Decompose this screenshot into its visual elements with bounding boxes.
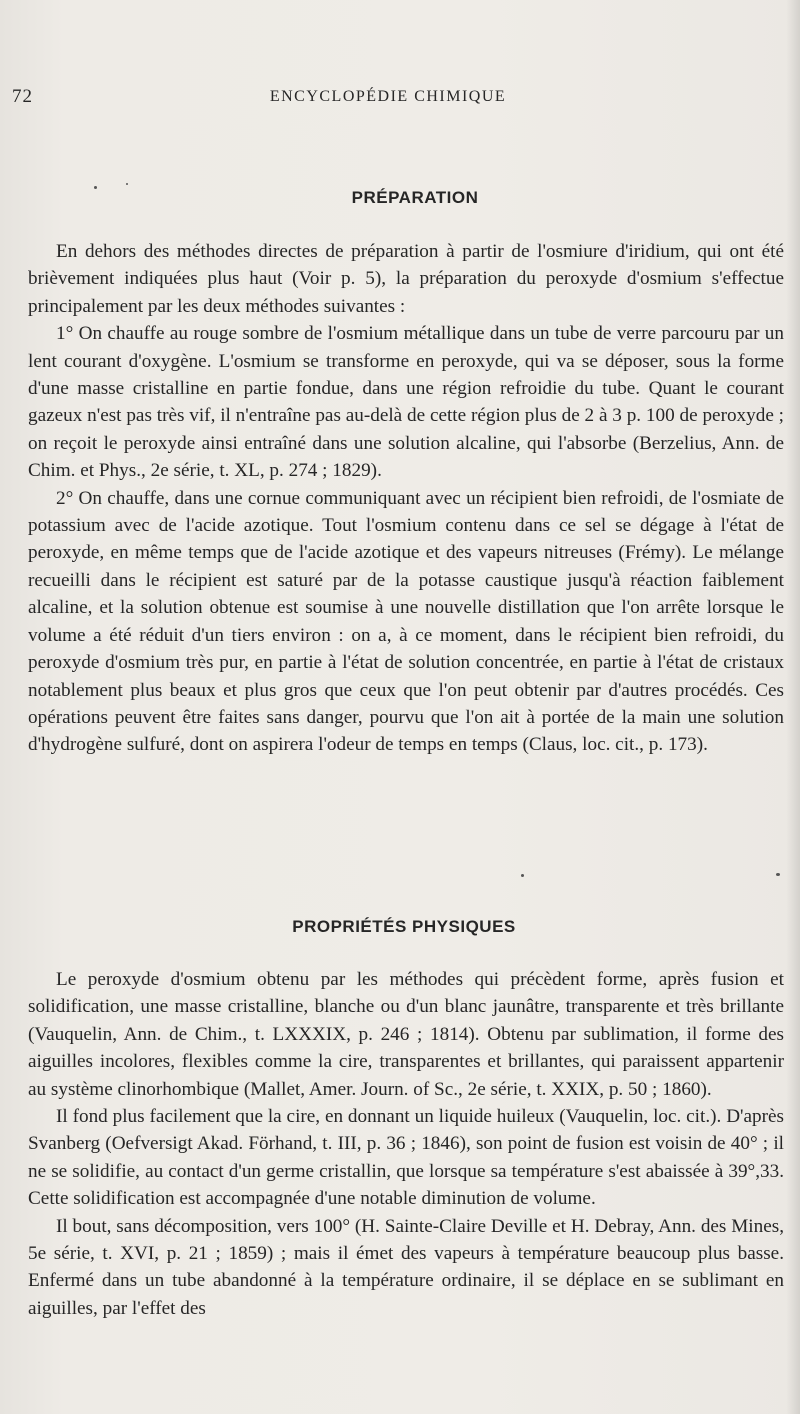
section-heading-proprietes-physiques: PROPRIÉTÉS PHYSIQUES [292, 917, 516, 937]
running-title: ENCYCLOPÉDIE CHIMIQUE [269, 88, 507, 105]
paragraph: 2° On chauffe, dans une cornue communiquant avec un récipient bien refroidi, de l'osmiate de potassium avec de l'acide azotique. Tout l'osmium contenu dans ce sel se dégage à l'état de peroxyde, en même temps que de l'acide azotique et des vapeurs nitreuses (Frémy). Le mélange recueilli dans le récipient est saturé par de la potasse caustique jusqu'à réaction faiblement alcaline, et la solution obtenue est soumise à une nouvelle distillation que l'on arrête lorsque le volume a été réduit d'un tiers environ : on a, à ce moment, dans le récipient bien refroidi, du peroxyde d'osmium très pur, en partie à l'état de solution concentrée, en partie à l'état de cristaux notablement plus beaux et plus gros que ceux que l'on peut obtenir par d'autres procédés. Ces opérations peuvent être faites sans danger, pourvu que l'on ait à portée de la main une solution d'hydrogène sulfuré, dont on aspirera l'odeur de temps en temps (Claus, loc. cit., p. 173). [28, 487, 784, 756]
paragraph: Il fond plus facilement que la cire, en donnant un liquide huileux (Vauquelin, loc. cit.). D'après Svanberg (Oefversigt Akad. Förhand, t. III, p. 36 ; 1846), son point de fusion est voisin de 40° ; il ne se solidifie, au contact d'un germe cristallin, que lorsque sa température s'est abaissée à 39°,33. Cette solidification est accompagnée d'une notable diminution de volume. [28, 1106, 784, 1210]
page-edge-shadow [786, 0, 800, 1414]
print-speck [521, 874, 524, 877]
section-body-preparation [28, 238, 784, 759]
section-heading-preparation: PRÉPARATION [351, 188, 479, 208]
running-head [12, 86, 764, 110]
page-number: 72 [12, 86, 33, 107]
print-speck [776, 873, 780, 876]
paragraph: 1° On chauffe au rouge sombre de l'osmium métallique dans un tube de verre parcouru par un lent courant d'oxygène. L'osmium se transforme en peroxyde, qui va se déposer, sous la forme d'une masse cristalline en partie fondue, dans une région refroidie du tube. Quant le courant gazeux n'est pas très vif, il n'entraîne pas au-delà de cette région plus de 2 à 3 p. 100 de peroxyde ; on reçoit le peroxyde ainsi entraîné dans une solution alcaline, qui l'absorbe (Berzelius, Ann. de Chim. et Phys., 2e série, t. XL, p. 274 ; 1829). [28, 323, 784, 482]
paragraph: Le peroxyde d'osmium obtenu par les méthodes qui précèdent forme, après fusion et solidification, une masse cristalline, blanche ou d'un blanc jaunâtre, transparente et très brillante (Vauquelin, Ann. de Chim., t. LXXXIX, p. 246 ; 1814). Obtenu par sublimation, il forme des aiguilles incolores, flexibles comme la cire, transparentes et brillantes, qui paraissent appartenir au système clinorhombique (Mallet, Amer. Journ. of Sc., 2e série, t. XXIX, p. 50 ; 1860). [28, 969, 784, 1100]
paragraph: En dehors des méthodes directes de préparation à partir de l'osmiure d'iridium, qui ont été brièvement indiquées plus haut (Voir p. 5), la préparation du peroxyde d'osmium s'effectue principalement par les deux méthodes suivantes : [28, 241, 784, 317]
section-body-proprietes-physiques [28, 966, 784, 1322]
print-speck [126, 183, 128, 185]
paragraph: Il bout, sans décomposition, vers 100° (H. Sainte-Claire Deville et H. Debray, Ann. des Mines, 5e série, t. XVI, p. 21 ; 1859) ; mais il émet des vapeurs à température beaucoup plus basse. Enfermé dans un tube abandonné à la température ordinaire, il se déplace en se sublimant en aiguilles, par l'effet des [28, 1215, 784, 1319]
